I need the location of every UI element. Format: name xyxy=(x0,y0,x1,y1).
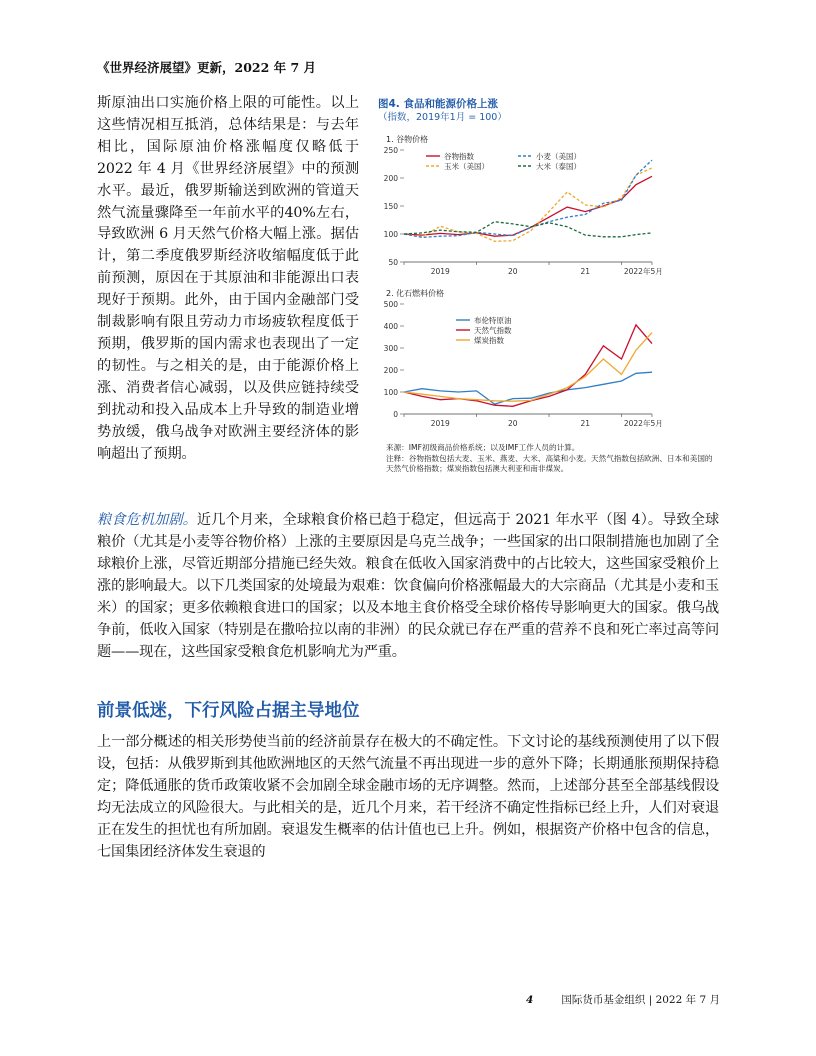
x-tick-label: 2022年5月 xyxy=(623,267,663,276)
y-tick-label: 300 xyxy=(383,344,398,353)
section-title: 前景低迷，下行风险占据主导地位 xyxy=(97,701,360,721)
legend-label: 大米（泰国） xyxy=(536,162,581,171)
y-tick-label: 250 xyxy=(383,146,398,155)
panel-label: 1. 谷物价格 xyxy=(386,135,429,144)
page-number: 4 xyxy=(526,994,534,1006)
y-tick-label: 200 xyxy=(383,174,398,183)
paragraph-food-crisis xyxy=(97,509,719,663)
y-tick-label: 400 xyxy=(383,322,398,331)
legend-label: 天然气指数 xyxy=(474,326,512,335)
x-tick-label: 2019 xyxy=(430,267,450,276)
figure-note: 注释：谷物指数包括大麦、玉米、燕麦、大米、高粱和小麦。天然气指数包括欧洲、日本和美国的天然气价格指数；煤炭指数包括澳大利亚和南非煤炭。 xyxy=(386,453,713,473)
legend-label: 谷物指数 xyxy=(444,152,474,161)
x-tick-label: 2022年5月 xyxy=(623,419,663,428)
y-tick-label: 100 xyxy=(383,388,398,397)
figure-chart xyxy=(378,132,718,467)
x-tick-label: 20 xyxy=(507,267,518,276)
x-tick-label: 21 xyxy=(580,419,591,428)
footer-publisher: 国际货币基金组织 | 2022 年 7 月 xyxy=(561,994,720,1006)
figure-subtitle: （指数，2019年1月 = 100） xyxy=(378,112,507,123)
legend-label: 布伦特原油 xyxy=(474,316,512,325)
page-footer xyxy=(400,992,720,1007)
y-tick-label: 100 xyxy=(383,230,398,239)
y-tick-label: 500 xyxy=(383,300,398,309)
legend-label: 小麦（美国） xyxy=(536,152,581,161)
y-tick-label: 0 xyxy=(393,410,398,419)
series-line xyxy=(404,176,652,236)
legend-label: 玉米（美国） xyxy=(444,162,489,171)
paragraph-leadin: 粮食危机加剧。 xyxy=(97,512,197,528)
y-tick-label: 50 xyxy=(388,258,398,267)
figure-source: 来源：IMF初级商品价格系统；以及IMF工作人员的计算。 xyxy=(386,443,580,452)
paragraph-food-crisis-text: 近几个月来，全球粮食价格已趋于稳定，但远高于 2021 年水平（图 4）。导致全球粮价（尤其是小麦等谷物价格）上涨的主要原因是乌克兰战争；一些国家的出口限制措施也加剧了全球粮价上涨，尽管近期部分措施已经失效。粮食在低收入国家消费中的占比较大，这些国家受粮价上涨的影响最大。以下几类国家的处境最为艰难：饮食偏向价格涨幅最大的大宗商品（尤其是小麦和玉米）的国家；更多依赖粮食进口的国家；以及本地主食价格受全球价格传导影响更大的国家。俄乌战争前，低收入国家（特别是在撒哈拉以南的非洲）的民众就已存在严重的营养不良和死亡率过高等问题——现在，这些国家受粮食危机影响尤为严重。 xyxy=(97,512,720,660)
y-tick-label: 200 xyxy=(383,366,398,375)
y-tick-label: 150 xyxy=(383,202,398,211)
figure-4 xyxy=(378,97,718,487)
x-tick-label: 21 xyxy=(580,267,591,276)
x-tick-label: 2019 xyxy=(430,419,450,428)
legend-label: 煤炭指数 xyxy=(474,336,504,345)
x-tick-label: 20 xyxy=(507,419,518,428)
paragraph-outlook: 上一部分概述的相关形势使当前的经济前景存在极大的不确定性。下文讨论的基线预测使用了以下假设，包括：从俄罗斯到其他欧洲地区的天然气流量不再出现进一步的意外下降；长期通胀预期保持稳定；降低通胀的货币政策收紧不会加剧全球金融市场的无序调整。然而，上述部分甚至全部基线假设均无法成立的风险很大。与此相关的是，近几个月来，若干经济不确定性指标已经上升，人们对衰退正在发生的担忧也有所加剧。衰退发生概率的估计值也已上升。例如，根据资产价格中包含的信息，七国集团经济体发生衰退的 xyxy=(97,734,719,860)
panel-label: 2. 化石燃料价格 xyxy=(386,289,445,298)
series-line xyxy=(404,325,652,406)
figure-notes xyxy=(386,443,716,475)
running-header: 《世界经济展望》更新，2022 年 7 月 xyxy=(97,60,317,75)
left-column-text: 斯原油出口实施价格上限的可能性。以上这些情况相互抵消，总体结果是：与去年相比，国际原油价格涨幅度仅略低于 2022 年 4 月《世界经济展望》中的预测水平。最近，俄罗斯输送到欧洲的管道天然气流量骤降至一年前水平的40%左右，导致欧洲 6 月天然气价格大幅上涨。据估计，第二季度俄罗斯经济收缩幅度低于此前预测，原因在于其原油和非能源出口表现好于预期。此外，由于国内金融部门受制裁影响有限且劳动力市场疲软程度低于预期，俄罗斯的国内需求也表现出了一定的韧性。与之相关的是，由于能源价格上涨、消费者信心减弱，以及供应链持续受到扰动和投入品成本上升导致的制造业增势放缓，俄乌战争对欧洲主要经济体的影响超出了预期。 xyxy=(97,95,359,462)
figure-title: 图4. 食品和能源价格上涨 xyxy=(378,98,498,110)
